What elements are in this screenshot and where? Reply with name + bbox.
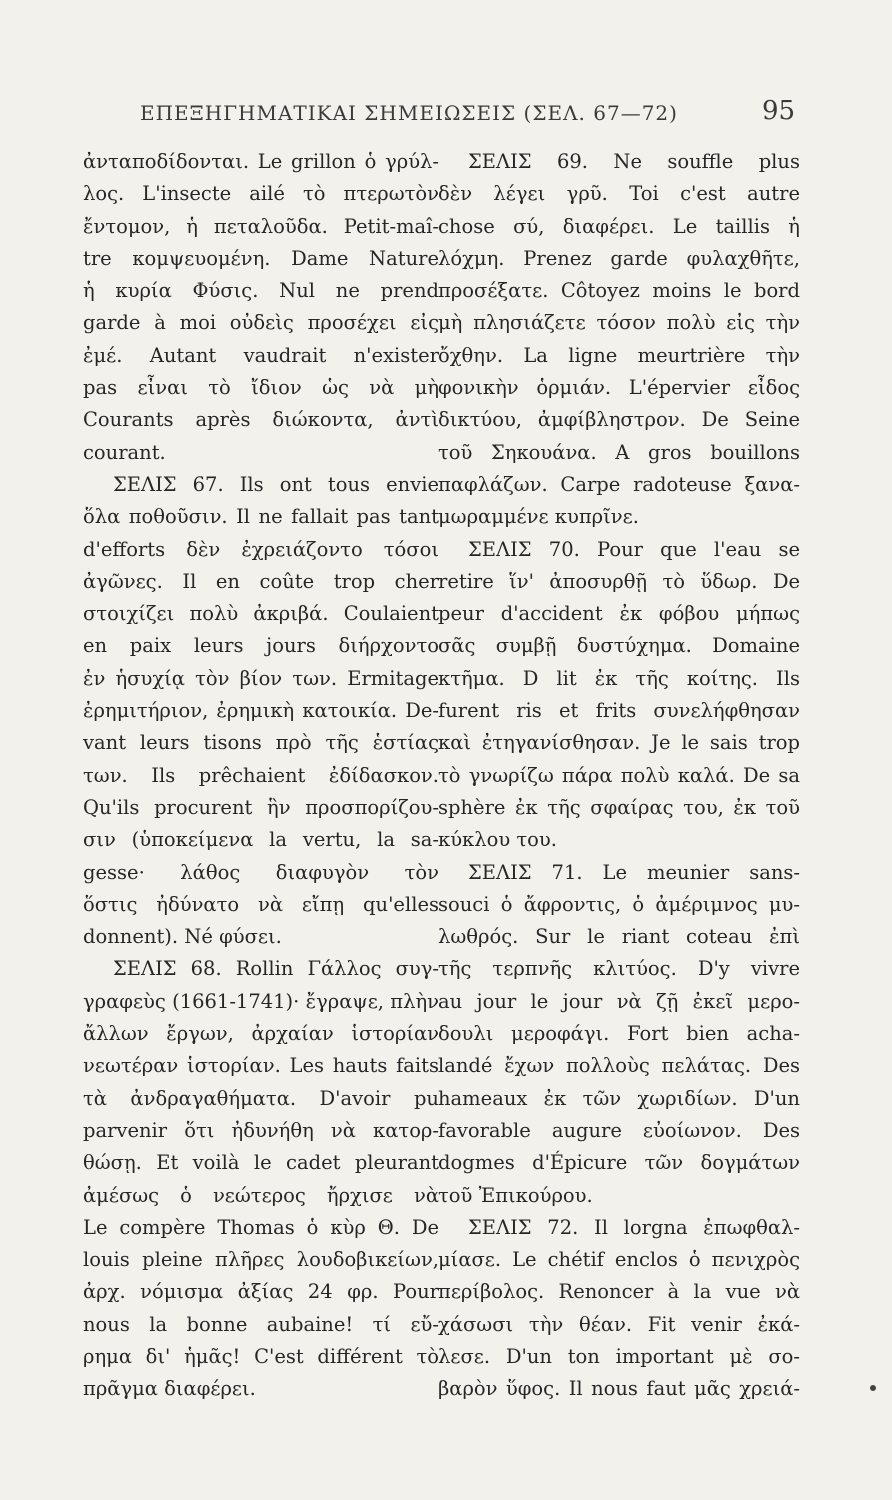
text-line: au jour le jour νὰ ζῇ ἐκεῖ μερο-	[438, 989, 800, 1013]
section-heading-line: ΣΕΛΙΣ 67. Ils ont tous envie	[113, 472, 439, 496]
text-line: τὸ γνωρίζω πάρα πολὺ καλά. De sa	[438, 763, 800, 787]
text-line: ἄλλων ἔργων, ἀρχαίαν ἱστορίαν	[83, 1022, 439, 1046]
text-line: τὰ ἀνδραγαθήματα. D'avoir pu	[83, 1086, 439, 1110]
text-line: ἐρημιτήριον, ἐρημικὴ κατοικία. De-	[83, 699, 439, 723]
text-line: en paix leurs jours διήρχοντο	[83, 634, 439, 658]
text-line: pas εἶναι τὸ ἴδιον ὡς νὰ μὴ	[83, 376, 439, 400]
text-line: κύκλου του.	[438, 828, 557, 852]
text-line: courant.	[83, 440, 166, 464]
text-line: στοιχίζει πολὺ ἀκριβά. Coulaient	[83, 602, 439, 626]
text-line: σιν (ὑποκείμενα la vertu, la sa-	[83, 828, 439, 852]
text-line: καὶ ἐτηγανίσθησαν. Je le sais trop	[438, 731, 800, 755]
text-line: nous la bonne aubaine! τί εὔ-	[83, 1312, 439, 1336]
text-line: τοῦ Ἐπικούρου.	[438, 1183, 593, 1207]
text-line: παφλάζων. Carpe radoteuse ξανα-	[438, 472, 800, 496]
text-line: σᾶς συμβῇ δυστύχημα. Domaine	[438, 634, 800, 658]
text-line: parvenir ὅτι ἠδυνήθη νὰ κατορ-	[83, 1118, 439, 1142]
text-line: νεωτέραν ἱστορίαν. Les hauts faits	[83, 1054, 439, 1078]
text-line: ὅστις ἠδύνατο νὰ εἴπῃ qu'elles	[83, 892, 439, 916]
ink-mark	[870, 1385, 876, 1391]
section-heading-line: ΣΕΛΙΣ 69. Ne souffle plus	[468, 150, 800, 173]
text-line: δικτύου, ἀμφίβληστρον. De Seine	[438, 408, 800, 432]
text-line: βαρὸν ὕφος. Il nous faut μᾶς χρειά-	[438, 1377, 800, 1401]
text-line: λος. L'insecte ailé τὸ πτερωτὸν	[83, 182, 439, 206]
text-line: souci ὁ ἄφροντις, ὁ ἀμέριμνος μυ-	[438, 892, 800, 916]
text-line: peur d'accident ἐκ φόβου μήπως	[438, 602, 800, 626]
text-line: louis pleine πλῆρες λουδοβικείων,	[83, 1248, 439, 1272]
text-line: φονικὴν ὁρμιάν. L'épervier εἶδος	[438, 376, 800, 400]
text-line: Courants après διώκοντα, ἀντὶ	[83, 408, 439, 432]
text-line: δὲν λέγει γρῦ. Toi c'est autre	[438, 182, 800, 206]
text-line: τοῦ Σηκουάνα. A gros bouillons	[438, 440, 800, 464]
text-line: μὴ πλησιάζετε τόσον πολὺ εἰς τὴν	[438, 311, 800, 335]
text-line: dogmes d'Épicure τῶν δογμάτων	[438, 1151, 800, 1175]
text-line: τῆς τερπνῆς κλιτύος. D'y vivre	[438, 957, 800, 981]
text-line: sphère ἐκ τῆς σφαίρας του, ἐκ τοῦ	[438, 795, 800, 819]
running-header: ΕΠΕΞΗΓΗΜΑΤΙΚΑΙ ΣΗΜΕΙΩΣΕΙΣ (ΣΕΛ. 67—72)	[140, 101, 678, 125]
text-line: μίασε. Le chétif enclos ὁ πενιχρὸς	[438, 1248, 800, 1272]
text-line: vant leurs tisons πρὸ τῆς ἑστίας	[83, 731, 439, 755]
text-line: ἐμέ. Autant vaudrait n'exister	[83, 343, 439, 367]
text-line: tre κομψευομένη. Dame Nature	[83, 246, 439, 270]
text-line: ἔντομον, ἡ πεταλοῦδα. Petit-maî-	[83, 214, 439, 238]
text-line: γραφεὺς (1661-1741)· ἔγραψε, πλὴν	[83, 989, 439, 1013]
text-line: ἀγῶνες. Il en coûte trop cher	[83, 569, 439, 593]
text-line: retire ἵν' ἀποσυρθῇ τὸ ὕδωρ. De	[438, 569, 800, 593]
text-line: Le compère Thomas ὁ κὺρ Θ. De	[83, 1215, 439, 1239]
text-line: λωθρός. Sur le riant coteau ἐπὶ	[438, 925, 800, 949]
text-line: ἀνταποδίδονται. Le grillon ὁ γρύλ-	[83, 150, 439, 173]
text-line: πρᾶγμα διαφέρει.	[83, 1377, 256, 1401]
text-line: θώσῃ. Et voilà le cadet pleurant	[83, 1151, 439, 1175]
text-line: Qu'ils procurent ἣν προσπορίζου-	[83, 795, 439, 819]
left-column	[83, 146, 439, 1406]
text-line: ὄχθην. La ligne meurtrière τὴν	[438, 343, 800, 367]
text-line: μωραμμένε κυπρῖνε.	[438, 505, 639, 529]
text-line: favorable augure εὐοίωνον. Des	[438, 1118, 800, 1142]
text-line: κτῆμα. D lit ἐκ τῆς κοίτης. Ils	[438, 666, 800, 690]
page-number: 95	[762, 96, 796, 126]
text-line: donnent). Né φύσει.	[83, 925, 282, 949]
section-heading-line: ΣΕΛΙΣ 72. Il lorgna ἐπωφθαλ-	[468, 1215, 800, 1239]
right-column	[438, 146, 800, 1406]
text-line: hameaux ἐκ τῶν χωριδίων. D'un	[438, 1086, 800, 1110]
text-line: garde à moi οὐδεὶς προσέχει εἰς	[83, 311, 439, 335]
text-line: προσέξατε. Côtoyez moins le bord	[438, 279, 800, 303]
text-line: ἀμέσως ὁ νεώτερος ἤρχισε νὰ	[83, 1183, 439, 1207]
text-line: ρημα δι' ἡμᾶς! C'est différent τὸ	[83, 1344, 439, 1368]
text-line: ὅλα ποθοῦσιν. Il ne fallait pas tant	[83, 505, 439, 529]
section-heading-line: ΣΕΛΙΣ 70. Pour que l'eau se	[468, 537, 800, 561]
text-line: ἡ κυρία Φύσις. Nul ne prend	[83, 279, 439, 303]
section-heading-line: ΣΕΛΙΣ 68. Rollin Γάλλος συγ-	[113, 957, 439, 981]
section-heading-line: ΣΕΛΙΣ 71. Le meunier sans-	[468, 860, 800, 884]
text-line: λόχμη. Prenez garde φυλαχθῆτε,	[438, 246, 800, 270]
text-line: περίβολος. Renoncer à la vue νὰ	[438, 1280, 800, 1304]
text-line: λεσε. D'un ton important μὲ σο-	[438, 1344, 800, 1368]
text-line: chose σύ, διαφέρει. Le taillis ἡ	[438, 214, 800, 238]
text-line: gesse· λάθος διαφυγὸν τὸν	[83, 860, 439, 884]
text-line: furent ris et frits συνελήφθησαν	[438, 699, 800, 723]
text-line: ἐν ἡσυχίᾳ τὸν βίον των. Ermitage	[83, 666, 439, 690]
text-line: χάσωσι τὴν θέαν. Fit venir ἐκά-	[438, 1312, 800, 1336]
text-line: ἀρχ. νόμισμα ἀξίας 24 φρ. Pour	[83, 1280, 439, 1304]
text-line: d'efforts δὲν ἐχρειάζοντο τόσοι	[83, 537, 439, 561]
text-line: landé ἔχων πολλοὺς πελάτας. Des	[438, 1054, 800, 1078]
text-line: των. Ils prêchaient ἐδίδασκον.	[83, 763, 439, 787]
text-line: δουλι μεροφάγι. Fort bien acha-	[438, 1022, 800, 1046]
